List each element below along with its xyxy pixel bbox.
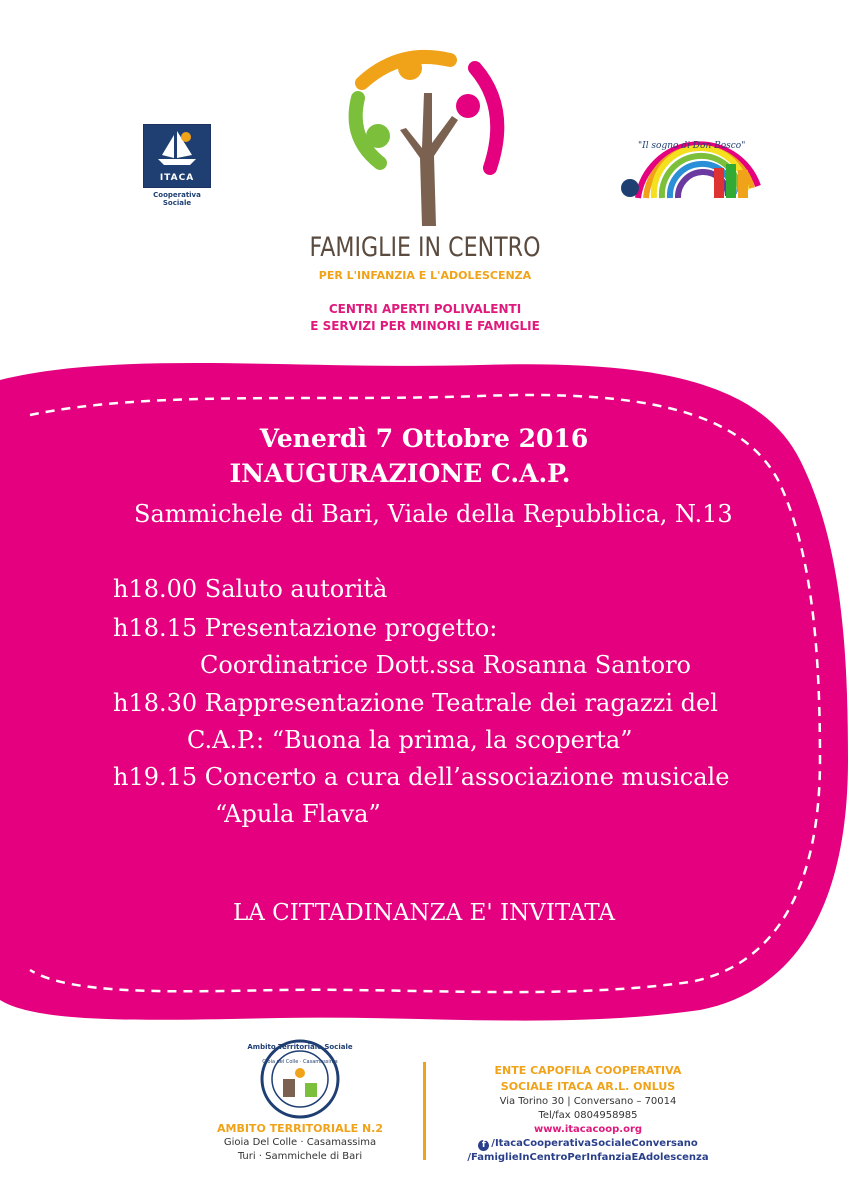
program-item: h18.00 Saluto autorità [113, 575, 388, 603]
ente-title-line-1: ENTE CAPOFILA COOPERATIVA [494, 1064, 682, 1077]
tagline-line-1: CENTRI APERTI POLIVALENTI [328, 302, 522, 316]
program-item-detail: Coordinatrice Dott.ssa Rosanna Santoro [200, 651, 692, 679]
brand-title: FAMIGLIE IN CENTRO [309, 232, 541, 263]
tagline-line-2: E SERVIZI PER MINORI E FAMIGLIE [310, 319, 540, 333]
ambito-territoriale-logo [245, 1035, 355, 1120]
facebook-icon: f [478, 1140, 489, 1151]
ambito-towns-line-1: Gioia Del Colle · Casamassima [223, 1137, 377, 1148]
ente-website-link[interactable]: www.itacacoop.org [533, 1124, 643, 1135]
itaca-logo [143, 124, 211, 207]
event-address: Sammichele di Bari, Viale della Repubblica, N.13 [134, 500, 733, 528]
event-date: Venerdì 7 Ottobre 2016 [259, 424, 589, 453]
program-item-detail: C.A.P.: “Buona la prima, la scoperta” [187, 726, 633, 754]
itaca-subtitle: Cooperativa Sociale [153, 191, 201, 207]
ente-phone: Tel/fax 0804958985 [538, 1110, 638, 1121]
ente-address: Via Torino 30 | Conversano – 70014 [499, 1096, 677, 1107]
facebook-link-1[interactable] [428, 1138, 748, 1151]
ambito-logo-inner-text: Gioia del Colle · Casamassima [262, 1059, 338, 1065]
famiglie-tree-logo [340, 38, 520, 228]
ambito-name: AMBITO TERRITORIALE N.2 [217, 1122, 383, 1135]
event-title: INAUGURAZIONE C.A.P. [229, 459, 571, 488]
don-bosco-text: "Il sogno di Don Bosco" [638, 141, 746, 151]
ambito-logo-ring-text: Ambito Territoriale Sociale [247, 1043, 353, 1051]
itaca-wordmark: ITACA [159, 173, 195, 183]
ente-title-line-2: SOCIALE ITACA AR.L. ONLUS [500, 1080, 676, 1093]
facebook-link-1-text: /ItacaCooperativaSocialeConversano [491, 1138, 698, 1149]
facebook-link-2[interactable]: /FamiglieInCentroPerInfanziaEAdolescenza [467, 1152, 709, 1163]
don-bosco-rainbow-logo [618, 126, 768, 206]
ship-icon [144, 125, 210, 169]
program-item: h18.15 Presentazione progetto: [113, 614, 498, 642]
program-item: h18.30 Rappresentazione Teatrale dei ragazzi del [113, 689, 718, 717]
invitation-text: LA CITTADINANZA E' INVITATA [232, 900, 616, 926]
brand-subtitle: PER L'INFANZIA E L'ADOLESCENZA [318, 269, 532, 282]
program-item: h19.15 Concerto a cura dell’associazione musicale [113, 763, 730, 791]
footer-divider [423, 1062, 426, 1160]
ambito-towns-line-2: Turi · Sammichele di Bari [237, 1151, 363, 1162]
itaca-logo-box [143, 124, 211, 188]
program-item-detail: “Apula Flava” [215, 800, 381, 828]
